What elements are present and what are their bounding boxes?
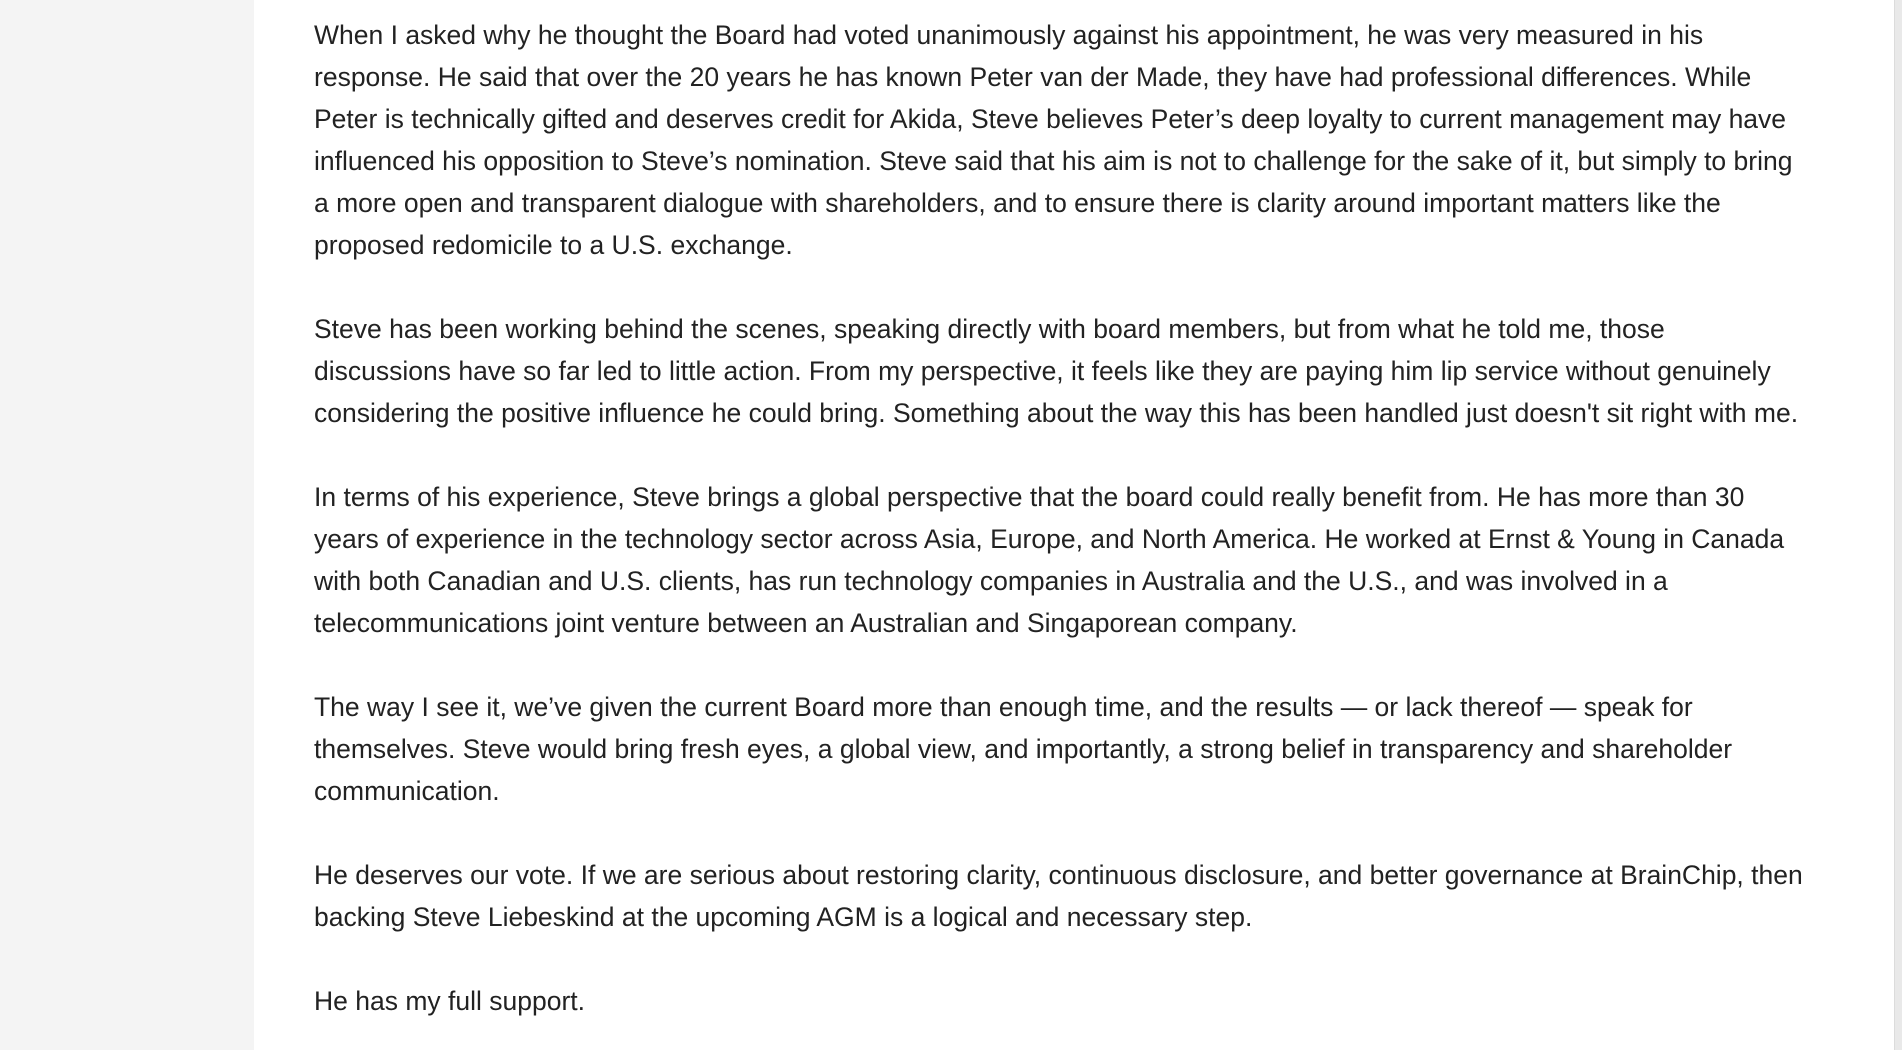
scrollbar-track[interactable]: [1894, 0, 1902, 1050]
post-body: [314, 14, 1804, 1050]
post-paragraph-5: He deserves our vote. If we are serious about restoring clarity, continuous disclosure, and better governance at BrainChip, then backing Steve Liebeskind at the upcoming AGM is a logical and necessary step.: [314, 860, 1803, 932]
post-paragraph-1: When I asked why he thought the Board had voted unanimously against his appointment, he was very measured in his response. He said that over the 20 years he has known Peter van der Made, they have had professional differences. While Peter is technically gifted and deserves credit for Akida, Steve believes Peter’s deep loyalty to current management may have influenced his opposition to Steve’s nomination. Steve said that his aim is not to challenge for the sake of it, but simply to bring a more open and transparent dialogue with shareholders, and to ensure there is clarity around important matters like the proposed redomicile to a U.S. exchange.: [314, 20, 1793, 260]
left-gutter: [0, 0, 254, 1050]
post-paragraph-6: He has my full support.: [314, 986, 586, 1016]
post-content-panel: [254, 0, 1894, 1050]
post-paragraph-4: The way I see it, we’ve given the current Board more than enough time, and the results — or lack thereof — speak for themselves. Steve would bring fresh eyes, a global view, and importantly, a strong belief in transparency and shareholder communication.: [314, 692, 1733, 806]
post-paragraph-3: In terms of his experience, Steve brings a global perspective that the board could really benefit from. He has more than 30 years of experience in the technology sector across Asia, Europe, and North America. He worked at Ernst & Young in Canada with both Canadian and U.S. clients, has run technology companies in Australia and the U.S., and was involved in a telecommunications joint venture between an Australian and Singaporean company.: [314, 482, 1785, 638]
post-paragraph-2: Steve has been working behind the scenes, speaking directly with board members, but from what he told me, those discussions have so far led to little action. From my perspective, it feels like they are paying him lip service without genuinely considering the positive influence he could bring. Something about the way this has been handled just doesn't sit right with me.: [314, 314, 1799, 428]
